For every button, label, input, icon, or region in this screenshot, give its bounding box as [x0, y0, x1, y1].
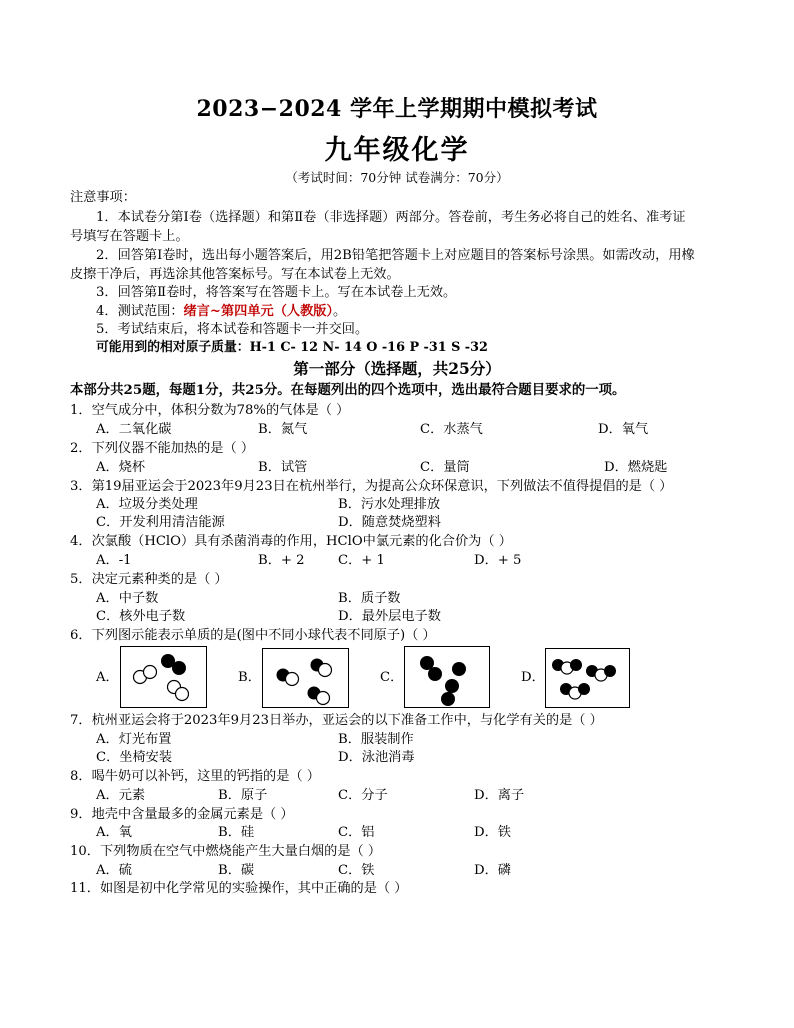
- question-1-option-c: C．水蒸气: [420, 422, 483, 437]
- question-1-option-a: A．二氧化碳: [96, 422, 172, 437]
- question-10-option-b: B．碳: [218, 863, 255, 878]
- question-11-stem: 11．如图是初中化学常见的实验操作，其中正确的是（ ）: [70, 881, 408, 896]
- question-9-option-c: C．铝: [338, 825, 375, 840]
- molecule-b-icon: [263, 649, 348, 707]
- note-2-line-2: 皮擦干净后，再选涂其他答案标号。写在本试卷上无效。: [70, 267, 400, 282]
- question-4-option-b: B．+ 2: [258, 553, 305, 568]
- question-9-stem: 9．地壳中含量最多的金属元素是（ ）: [70, 807, 294, 822]
- question-10-option-d: D．磷: [474, 863, 511, 878]
- question-9-option-b: B．硅: [218, 825, 255, 840]
- question-8-option-a: A．元素: [96, 788, 146, 803]
- question-7-option-a: A．灯光布置: [96, 732, 172, 747]
- question-2-option-c: C．量筒: [420, 460, 470, 475]
- question-5-option-c: C．核外电子数: [96, 609, 186, 624]
- question-8-option-d: D．离子: [474, 788, 525, 803]
- question-7-option-d: D．泳池消毒: [338, 750, 415, 765]
- question-1-option-d: D．氧气: [598, 422, 649, 437]
- question-5-stem: 5．决定元素种类的是（ ）: [70, 572, 228, 587]
- notes-heading: 注意事项：: [70, 190, 136, 205]
- question-5-option-d: D．最外层电子数: [338, 609, 441, 624]
- note-3: 3．回答第Ⅱ卷时，将答案写在答题卡上。写在本试卷上无效。: [96, 285, 457, 300]
- question-3-option-c: C．开发利用清洁能源: [96, 515, 225, 530]
- exam-title: 2023−2024 学年上学期期中模拟考试: [196, 96, 598, 122]
- question-4-option-a: A．-1: [96, 553, 132, 568]
- note-4: [96, 302, 346, 321]
- question-4-option-d: D．+ 5: [474, 553, 522, 568]
- molecule-diagram-c: [404, 646, 490, 708]
- molecule-c-icon: [405, 647, 489, 707]
- exam-info: （考试时间：70分钟 试卷满分：70分）: [285, 170, 509, 185]
- question-10-stem: 10．下列物质在空气中燃烧能产生大量白烟的是（ ）: [70, 844, 382, 859]
- test-range: 绪言~第四单元（人教版）: [183, 304, 334, 319]
- question-3-option-a: A．垃圾分类处理: [96, 497, 198, 512]
- question-6-option-d: D．: [521, 670, 545, 685]
- question-1-stem: 1．空气成分中，体积分数为78%的气体是（ ）: [70, 403, 350, 418]
- question-2-option-a: A．烧杯: [96, 460, 146, 475]
- question-4-stem: 4．次氯酸（HClO）具有杀菌消毒的作用，HClO中氯元素的化合价为（ ）: [70, 534, 512, 549]
- question-7-stem: 7．杭州亚运会将于2023年9月23日举办，亚运会的以下准备工作中，与化学有关的是（ ）: [70, 713, 603, 728]
- question-5-option-b: B．质子数: [338, 591, 401, 606]
- note-2-line-1: 2．回答第Ⅰ卷时，选出每小题答案后，用2B铅笔把答题卡上对应题目的答案标号涂黑。如需改动，用橡: [96, 248, 695, 263]
- question-6-option-b: B．: [238, 670, 261, 685]
- question-10-option-a: A．硫: [96, 863, 132, 878]
- question-8-option-c: C．分子: [338, 788, 388, 803]
- question-3-option-b: B．污水处理排放: [338, 497, 441, 512]
- note-4-suffix: 。: [333, 304, 347, 319]
- section-instructions: 本部分共25题，每题1分，共25分。在每题列出的四个选项中，选出最符合题目要求的一项。: [70, 382, 626, 398]
- question-10-option-c: C．铁: [338, 863, 375, 878]
- section-title: 第一部分（选择题，共25分）: [293, 359, 501, 378]
- question-2-stem: 2．下列仪器不能加热的是（ ）: [70, 441, 255, 456]
- note-4-prefix: 4．测试范围：: [96, 304, 184, 319]
- molecule-diagram-d: [545, 648, 630, 708]
- question-2-option-d: D．燃烧匙: [604, 460, 668, 475]
- question-1-option-b: B．氮气: [258, 422, 308, 437]
- subject-title: 九年级化学: [324, 135, 470, 166]
- question-5-option-a: A．中子数: [96, 591, 159, 606]
- question-9-option-a: A．氧: [96, 825, 132, 840]
- question-9-option-d: D．铁: [474, 825, 511, 840]
- question-6-option-c: C．: [380, 670, 404, 685]
- question-6-stem: 6．下列图示能表示单质的是(图中不同小球代表不同原子)（ ）: [70, 628, 436, 643]
- question-3-option-d: D．随意焚烧塑料: [338, 515, 441, 530]
- molecule-d-icon: [546, 649, 629, 707]
- question-8-option-b: B．原子: [218, 788, 268, 803]
- question-4-option-c: C．+ 1: [338, 553, 385, 568]
- question-8-stem: 8．喝牛奶可以补钙，这里的钙指的是（ ）: [70, 769, 320, 784]
- molecule-diagram-a: [120, 646, 207, 708]
- molecule-diagram-b: [262, 648, 349, 708]
- atomic-masses: 可能用到的相对原子质量：H-1 C- 12 N- 14 O -16 P -31 S -32: [96, 340, 488, 355]
- question-7-option-b: B．服装制作: [338, 732, 414, 747]
- question-3-stem: 3．第19届亚运会于2023年9月23日在杭州举行，为提高公众环保意识，下列做法不值得提倡的是（ ）: [70, 479, 673, 494]
- question-7-option-c: C．坐椅安装: [96, 750, 173, 765]
- question-6-option-a: A．: [96, 670, 119, 685]
- question-2-option-b: B．试管: [258, 460, 308, 475]
- molecule-a-icon: [121, 647, 206, 707]
- note-5: 5．考试结束后，将本试卷和答题卡一并交回。: [96, 322, 369, 337]
- note-1-line-2: 号填写在答题卡上。: [70, 229, 189, 244]
- note-1-line-1: 1．本试卷分第Ⅰ卷（选择题）和第Ⅱ卷（非选择题）两部分。答卷前，考生务必将自己的姓名、准考证: [96, 210, 686, 225]
